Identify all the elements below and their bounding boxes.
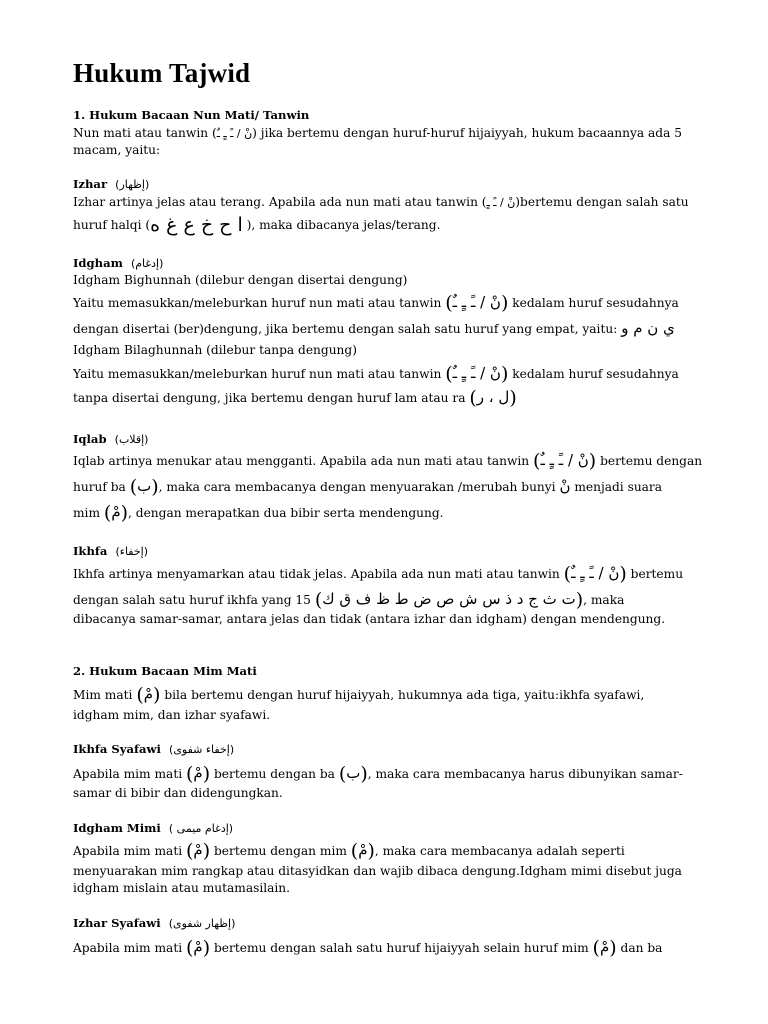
ikhfa-line-2: dengan salah satu huruf ikhfa yang 15 (ت ث ج د ذ س ش ص ض ط ظ ف ق ك), maka: [73, 589, 625, 611]
idgham-mimi-line-3: idgham mislain atau mutamasilain.: [73, 881, 291, 895]
ikhfa-syafawi-line-2: samar di bibir dan didengungkan.: [73, 786, 283, 800]
idgham-line-4: tanpa disertai dengung, jika bertemu dengan huruf lam atau ra (ل ، ر): [73, 387, 517, 409]
ikhfa-heading: Ikhfa (إخفاء): [73, 544, 149, 558]
izhar-syafawi-heading: Izhar Syafawi (إظهار شفوى): [73, 916, 236, 930]
izhar-line-1: Izhar artinya jelas atau terang. Apabila ada nun mati atau tanwin (نْ / ـً ـٍ)bertemu dengan salah satu: [73, 195, 689, 209]
iqlab-line-3: mim (مْ), dengan merapatkan dua bibir serta mendengung.: [73, 502, 444, 524]
ikhfa-syafawi-heading: Ikhfa Syafawi (إخفاء شفوى): [73, 742, 235, 756]
ikhfa-line-1: Ikhfa artinya menyamarkan atau tidak jelas. Apabila ada nun mati atau tanwin (نْ / ـً ـٍ ـٌ) bertemu: [73, 563, 684, 585]
section-2-line-1: Mim mati (مْ) bila bertemu dengan huruf hijaiyyah, hukumnya ada tiga, yaitu:ikhfa syafawi,: [73, 684, 645, 706]
idgham-line-2: dengan disertai (ber)dengung, jika bertemu dengan salah satu huruf yang empat, yaitu: ي ن م و: [73, 319, 675, 337]
ikhfa-syafawi-line-1: Apabila mim mati (مْ) bertemu dengan ba (ب), maka cara membacanya harus dibunyikan samar-: [73, 763, 683, 785]
idgham-line-1: Yaitu memasukkan/meleburkan huruf nun mati atau tanwin (نْ / ـً ـٍ ـٌ) kedalam huruf sesudahnya: [73, 292, 679, 314]
page-title: Hukum Tajwid: [73, 58, 251, 88]
section-1-intro-line-1: Nun mati atau tanwin (نْ / ـً ـٍ ـٌ) jika bertemu dengan huruf-huruf hijaiyyah, hukum bacaannya ada 5: [73, 126, 682, 140]
izhar-line-2: huruf halqi (ا ح خ ع غ ه ), maka dibacanya jelas/terang.: [73, 214, 441, 236]
idgham-mimi-line-2: menyuarakan mim rangkap atau ditasyidkan dan wajib dibaca dengung.Idgham mimi disebut juga: [73, 864, 682, 878]
section-1-intro-line-2: macam, yaitu:: [73, 143, 161, 157]
izhar-heading: Izhar (إظهار): [73, 177, 150, 191]
section-2-heading: 2. Hukum Bacaan Mim Mati: [73, 664, 257, 678]
idgham-mimi-line-1: Apabila mim mati (مْ) bertemu dengan mim (مْ), maka cara membacanya adalah seperti: [73, 840, 625, 862]
section-1-heading: 1. Hukum Bacaan Nun Mati/ Tanwin: [73, 108, 310, 122]
idgham-bighunnah-title: Idgham Bighunnah (dilebur dengan disertai dengung): [73, 273, 408, 287]
idgham-line-3: Yaitu memasukkan/meleburkan huruf nun mati atau tanwin (نْ / ـً ـٍ ـٌ) kedalam huruf sesudahnya: [73, 363, 679, 385]
ikhfa-line-3: dibacanya samar-samar, antara jelas dan tidak (antara izhar dan idgham) dengan mendengung.: [73, 612, 666, 626]
section-2-line-2: idgham mim, dan izhar syafawi.: [73, 708, 271, 722]
izhar-syafawi-line-1: Apabila mim mati (مْ) bertemu dengan salah satu huruf hijaiyyah selain huruf mim (مْ) dan ba: [73, 937, 663, 959]
idgham-bilaghunnah-title: Idgham Bilaghunnah (dilebur tanpa dengung): [73, 343, 357, 357]
idgham-mimi-heading: Idgham Mimi ( إدغام ميمى): [73, 821, 234, 835]
iqlab-heading: Iqlab (إقلاب): [73, 432, 149, 446]
iqlab-line-2: huruf ba (ب), maka cara membacanya dengan menyuarakan /merubah bunyi نْ menjadi suara: [73, 476, 663, 498]
idgham-heading: Idgham (إدغام): [73, 256, 164, 270]
iqlab-line-1: Iqlab artinya menukar atau mengganti. Apabila ada nun mati atau tanwin (نْ / ـً ـٍ ـٌ) bertemu dengan: [73, 450, 703, 472]
